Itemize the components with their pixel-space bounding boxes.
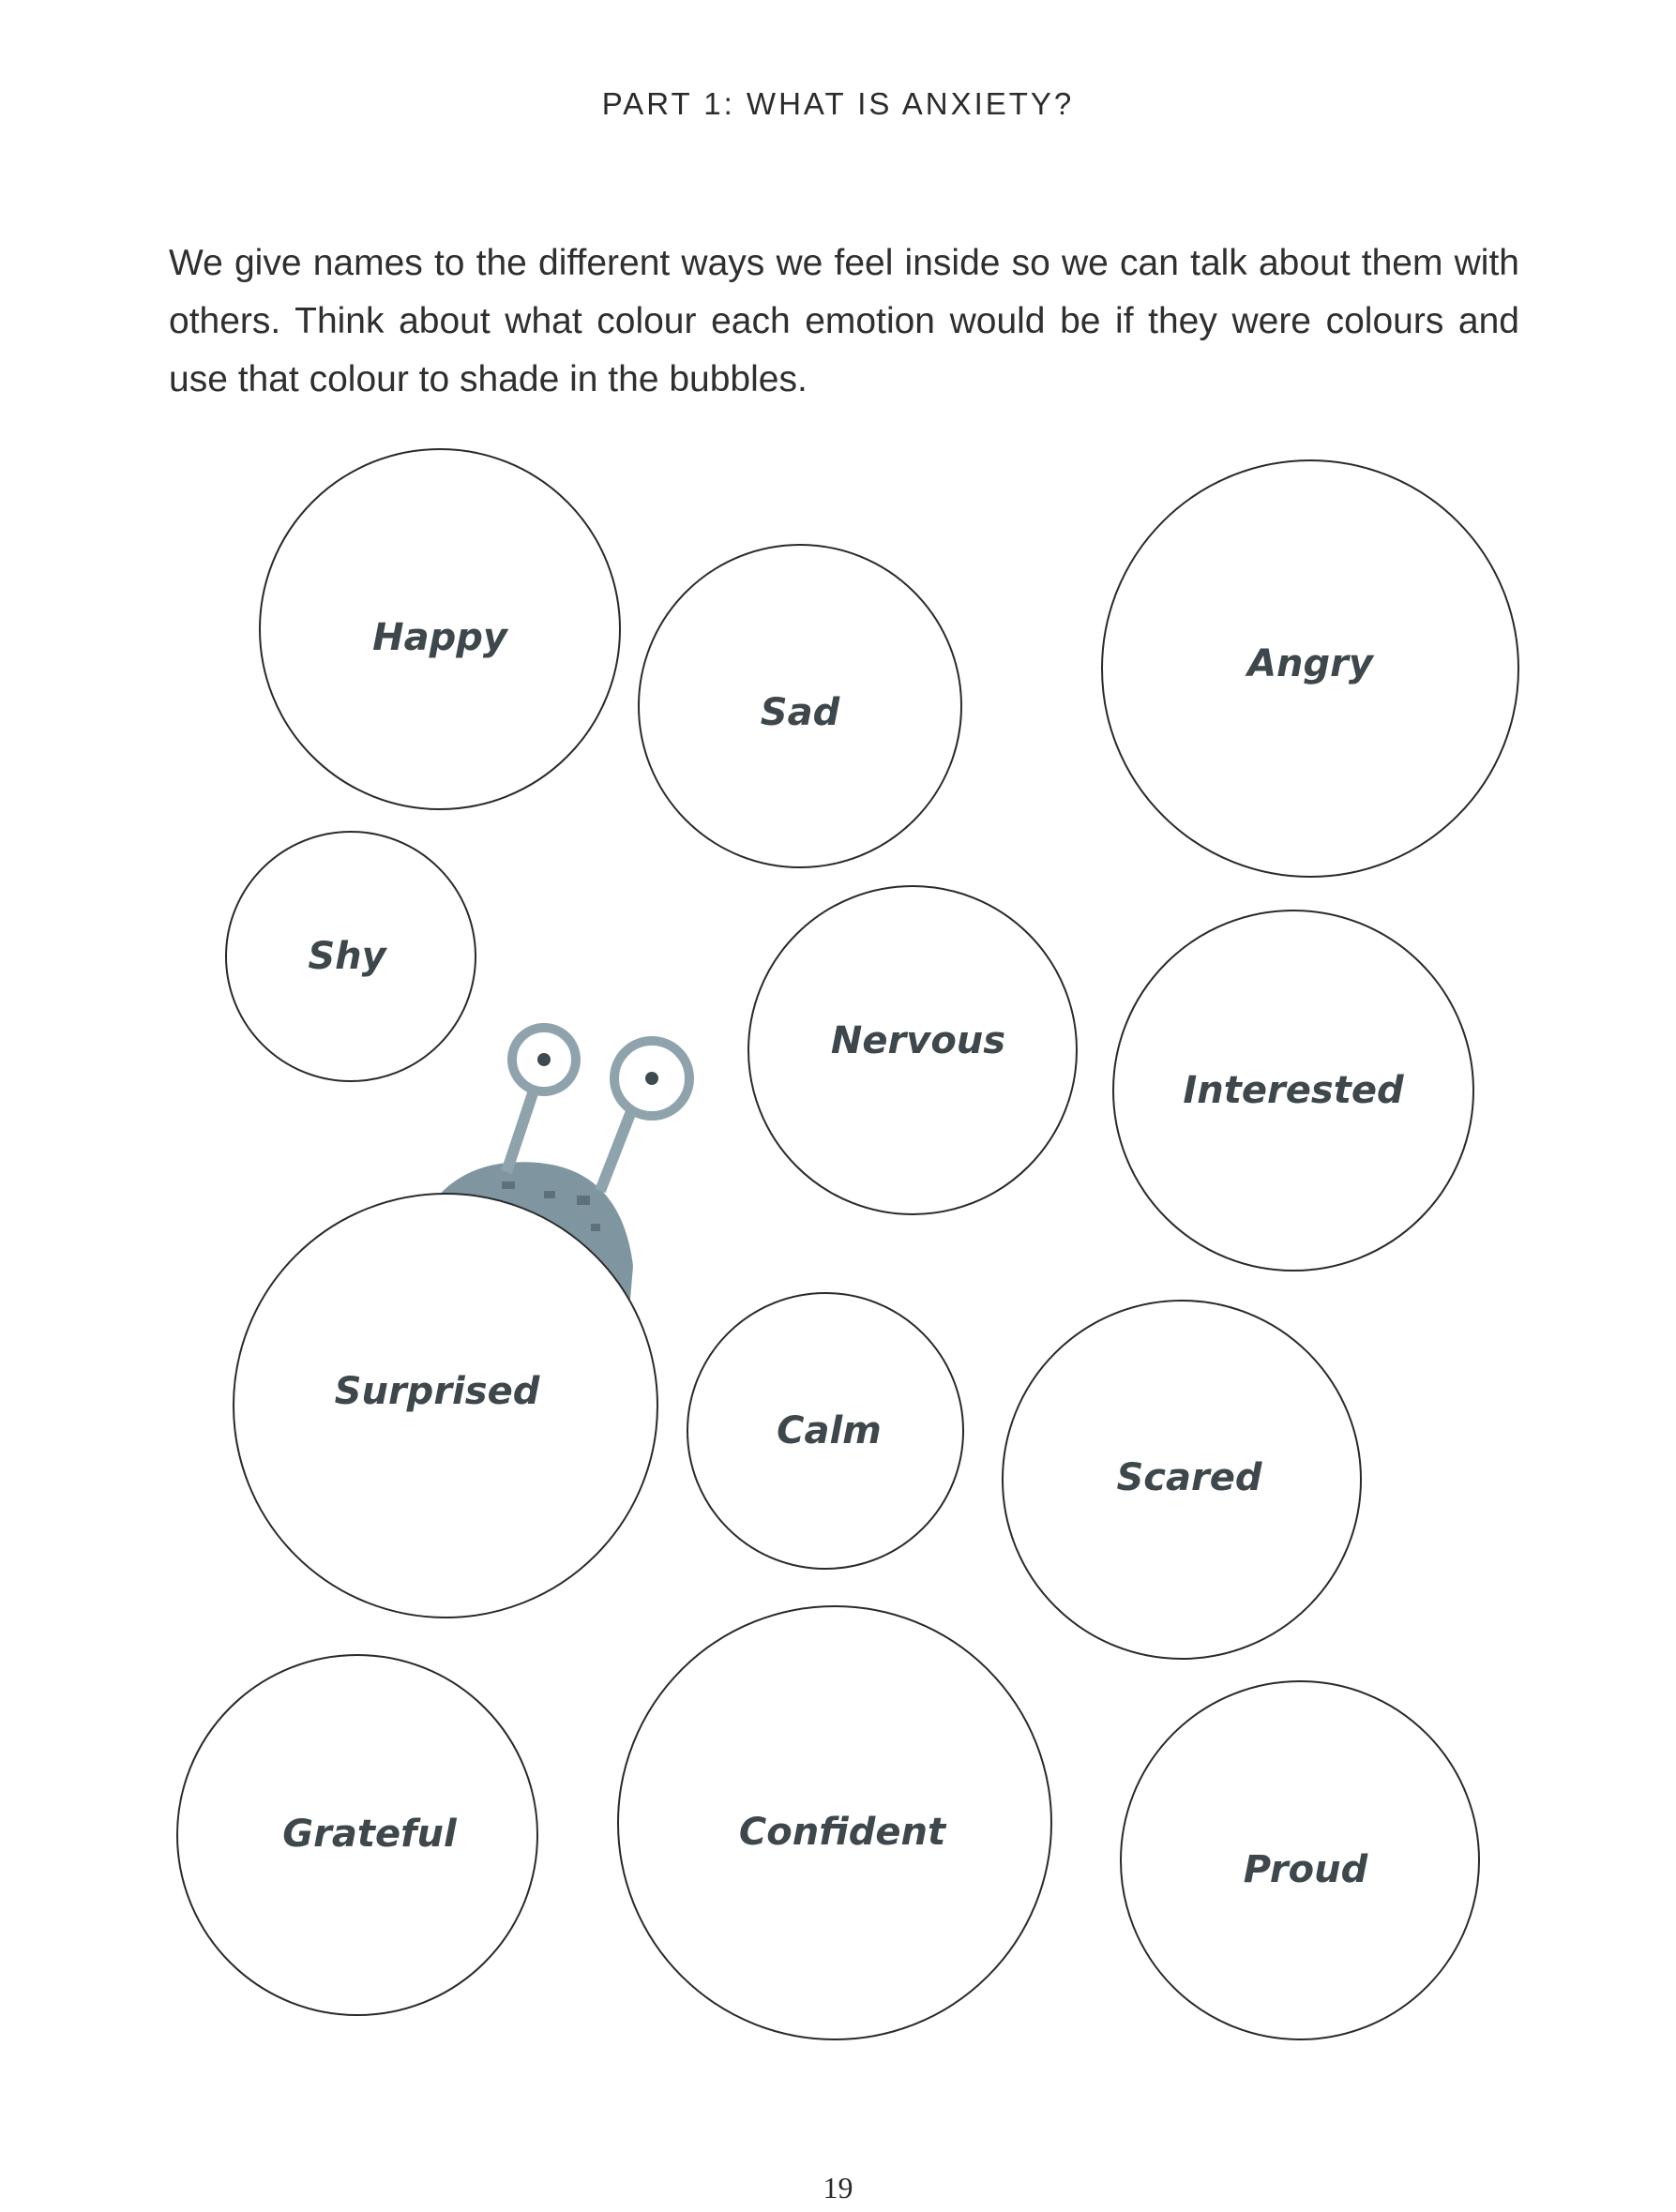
bubble-label: Nervous: [830, 1019, 1006, 1062]
bubble-label: Surprised: [334, 1370, 540, 1413]
bubble-label: Happy: [372, 616, 507, 659]
intro-text: We give names to the different ways we feel inside so we can talk about them with others. Think about what colour each emotion would be if they were colours and use that colour to shade in the bubbles.: [169, 243, 1519, 399]
bubble-label: Shy: [308, 935, 386, 978]
bubble-label: Confident: [738, 1811, 946, 1854]
page-heading: PART 1: WHAT IS ANXIETY?: [601, 86, 1075, 121]
bubble-label: Sad: [760, 691, 840, 734]
page-number: 19: [823, 2171, 853, 2204]
bubble-label: Calm: [777, 1409, 882, 1452]
bubble-label: Scared: [1116, 1456, 1262, 1499]
bubble-label: Angry: [1247, 642, 1373, 685]
bubble-label: Proud: [1243, 1848, 1368, 1891]
bubble-label: Interested: [1183, 1069, 1404, 1112]
bubble-label: Grateful: [282, 1813, 457, 1856]
